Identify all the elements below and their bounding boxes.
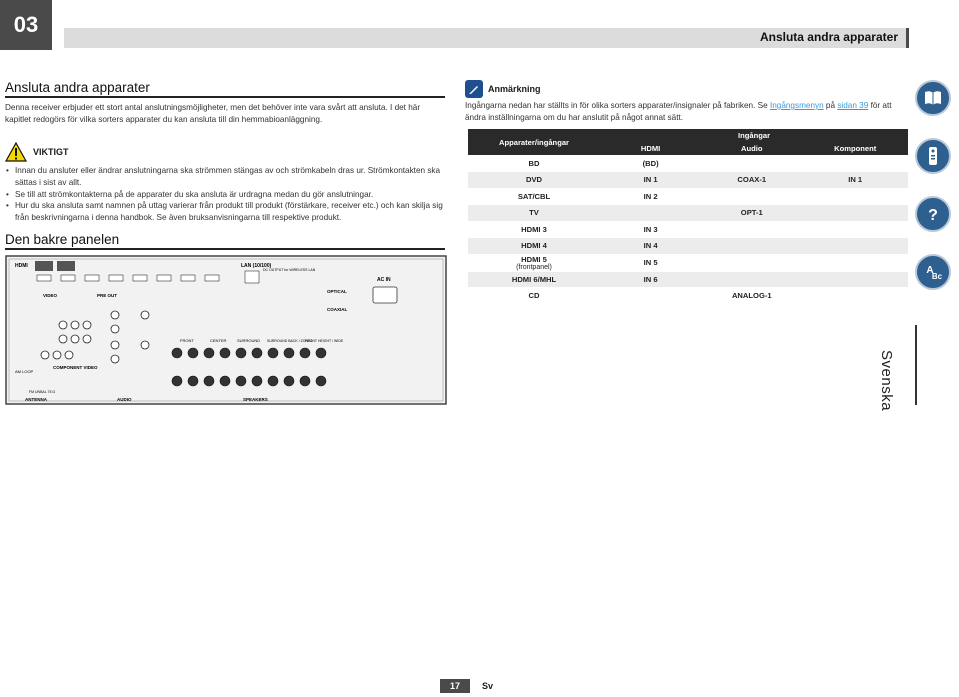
panel-label-ac-in: AC IN <box>377 277 391 283</box>
question-icon[interactable] <box>915 196 951 232</box>
table-cell-hdmi: IN 1 <box>600 172 701 189</box>
svg-text:Bc: Bc <box>931 272 943 281</box>
table-cell-device: TV <box>468 205 600 222</box>
table-cell-hdmi: IN 6 <box>600 271 701 288</box>
panel-label-audio: AUDIO <box>117 397 132 402</box>
table-cell-audio: OPT-1 <box>701 205 802 222</box>
header-title: Ansluta andra apparater <box>759 30 898 44</box>
table-body <box>468 155 908 304</box>
panel-label-front: FRONT <box>180 338 194 343</box>
panel-label-speakers: SPEAKERS <box>243 397 268 402</box>
link-input-menu[interactable]: Ingångsmenyn <box>769 101 824 110</box>
rear-panel-section <box>5 232 445 250</box>
table-cell-component <box>802 254 908 271</box>
table-cell-hdmi <box>600 205 701 222</box>
note-icon <box>465 80 483 98</box>
table-row <box>468 172 908 189</box>
note-heading <box>465 80 910 98</box>
warning-heading <box>5 142 445 162</box>
table-cell-component <box>802 221 908 238</box>
table-row <box>468 238 908 255</box>
table-cell-component <box>802 271 908 288</box>
table-cell-component <box>802 205 908 222</box>
table-cell-device: HDMI 4 <box>468 238 600 255</box>
page-language: Sv <box>482 681 494 691</box>
table-cell-audio <box>701 271 802 288</box>
table-cell-hdmi: IN 4 <box>600 238 701 255</box>
table-cell-audio: COAX-1 <box>701 172 802 189</box>
header-bar <box>64 28 909 48</box>
panel-label-pre-out: PRE OUT <box>97 293 118 298</box>
table-row <box>468 188 908 205</box>
note-text: Ingångarna nedan har ställts in för olika sorters apparater/insignaler på fabriken. Se Ingångsmenyn på sidan 39 för att ändra inställningarna om du har anslutit på något annat sätt. <box>465 101 892 122</box>
panel-label-fm: FM UNBAL 75 Ω <box>29 390 56 394</box>
table-cell-hdmi <box>600 288 701 305</box>
section-title: Ansluta andra apparater <box>5 80 445 98</box>
panel-label-component: COMPONENT VIDEO <box>53 365 98 370</box>
table-cell-audio <box>701 238 802 255</box>
panel-label-center: CENTER <box>210 338 227 343</box>
list-item: • Hur du ska ansluta samt namnen på uttag varierar från produkt till produkt (förstärkare, receiver etc.) och kan skilja sig från beskrivningarna i denna handbok. Se även bruksanvisningarna till respektive produkt. <box>5 200 445 224</box>
table-cell-hdmi: (BD) <box>600 155 701 172</box>
language-label: Svenska <box>878 350 895 412</box>
right-column <box>465 80 910 124</box>
remote-icon[interactable] <box>915 138 951 174</box>
table-row <box>468 221 908 238</box>
table-cell-device: CD <box>468 288 600 305</box>
list-item: • Se till att strömkontakterna på de apparater du ska ansluta är urdragna medan du gör anslutningar. <box>5 189 445 201</box>
language-divider <box>915 325 917 405</box>
table-cell-component <box>802 238 908 255</box>
panel-label-optical: OPTICAL <box>327 289 347 294</box>
panel-label-hdmi: HDMI <box>15 263 28 269</box>
table-cell-device: HDMI 5 (frontpanel) <box>468 254 600 271</box>
table-cell-audio <box>701 254 802 271</box>
table-cell-device: HDMI 3 <box>468 221 600 238</box>
table-cell-hdmi: IN 5 <box>600 254 701 271</box>
table-cell-sub: (frontpanel) <box>516 263 552 271</box>
table-cell-audio <box>701 188 802 205</box>
table-cell-hdmi: IN 2 <box>600 188 701 205</box>
warning-list <box>5 165 445 224</box>
page-footer <box>440 679 493 693</box>
glossary-icon[interactable] <box>915 254 951 290</box>
table-cell-hdmi: IN 3 <box>600 221 701 238</box>
panel-label-video: VIDEO <box>43 293 58 298</box>
left-column <box>5 80 445 224</box>
note-title: Anmärkning <box>488 84 541 94</box>
table-cell-component <box>802 188 908 205</box>
panel-label-surround-back: SURROUND BACK / ZONE2 <box>267 339 313 343</box>
book-icon[interactable] <box>915 80 951 116</box>
table-header-component: Komponent <box>802 142 908 155</box>
rear-panel-illustration <box>5 255 447 405</box>
table-cell-audio: ANALOG-1 <box>701 288 802 305</box>
panel-label-coaxial: COAXIAL <box>327 307 348 312</box>
list-item: • Innan du ansluter eller ändrar anslutningarna ska strömmen stängas av och strömkabeln dras ur. Strömkontakten ska sättas i sist av allt. <box>5 165 445 189</box>
table-header-audio: Audio <box>701 142 802 155</box>
table-row <box>468 271 908 288</box>
table-cell-audio <box>701 221 802 238</box>
table-header-device: Apparater/ingångar <box>468 129 600 155</box>
svg-text:A: A <box>926 265 934 276</box>
panel-label-front-height: FRONT HEIGHT / WIDE <box>305 339 344 343</box>
table-cell-component <box>802 155 908 172</box>
panel-label-antenna: ANTENNA <box>25 397 47 402</box>
warning-title: VIKTIGT <box>33 147 69 157</box>
table-row <box>468 155 908 172</box>
table-row <box>468 288 908 305</box>
table-row <box>468 254 908 271</box>
panel-label-am-loop: AM LOOP <box>15 369 34 374</box>
table-cell-device: SAT/CBL <box>468 188 600 205</box>
chapter-number: 03 <box>0 0 52 50</box>
side-nav <box>915 80 953 312</box>
table-cell-device: HDMI 6/MHL <box>468 271 600 288</box>
svg-text:?: ? <box>928 207 938 224</box>
panel-label-lan: LAN (10/100) <box>241 263 272 269</box>
input-assignment-table <box>468 129 908 305</box>
intro-text: Denna receiver erbjuder ett stort antal anslutningsmöjligheter, men det behöver inte vara svårt att ansluta. I det här kapitlet redogörs för vilka sorters apparater du kan ansluta till din hemmabioanläggning. <box>5 103 421 124</box>
table-cell-device: DVD <box>468 172 600 189</box>
panel-label-dc-output: DC OUTPUT for WIRELESS LAN <box>263 268 316 272</box>
table-header-hdmi: HDMI <box>600 142 701 155</box>
table-row <box>468 205 908 222</box>
table-cell-device: BD <box>468 155 600 172</box>
table-header-inputs: Ingångar <box>600 129 908 142</box>
warning-icon <box>5 142 27 162</box>
table-cell-audio <box>701 155 802 172</box>
section-title-rear-panel: Den bakre panelen <box>5 232 445 250</box>
page-number: 17 <box>440 679 470 693</box>
table-cell-component <box>802 288 908 305</box>
link-page-39[interactable]: sidan 39 <box>837 101 869 110</box>
panel-label-surround: SURROUND <box>237 338 261 343</box>
table-cell-component: IN 1 <box>802 172 908 189</box>
